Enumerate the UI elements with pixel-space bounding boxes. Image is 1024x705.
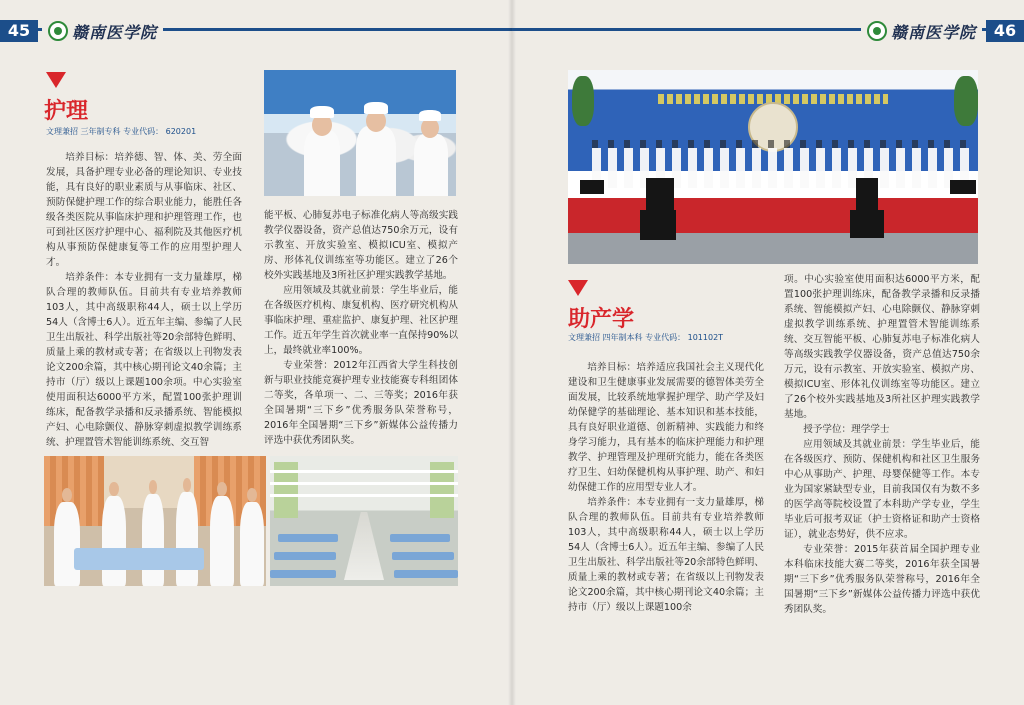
school-logo-icon	[867, 21, 887, 41]
school-name: 赣南医学院	[890, 22, 976, 42]
page-right	[512, 0, 1024, 705]
paragraph: 培养条件：本专业拥有一支力量雄厚，梯队合理的教师队伍。目前共有专业培养教师103人，其中高级职称44人，硕士以上学历54人（含博士6人）。近五年主编、参编了人民卫生出版社、科学出版社等20余部特色鲜明、质量上乘的教材或专著；在省级以上刊物发表论文200余篇，其中核心期刊论文40余篇；主持市（厅）级以上课题100余项。中心实验室使用面积达6000平方米，配置100张护理训练床，配备教学录播和反录播系统、智能模拟产妇、心电除颤仪、静脉穿刺虚拟教学训练系统、护理置管术智能训练系统、交互智	[46, 272, 242, 448]
photo-training-ward	[270, 456, 458, 586]
school-brand	[861, 19, 982, 43]
section-marker-icon	[568, 280, 588, 296]
text-column-1	[46, 150, 242, 450]
section-marker-icon	[46, 72, 66, 88]
paragraph: 专业荣誉：2012年江西省大学生科技创新与职业技能竞赛护理专业技能赛专科组团体二等奖，各单项一、二、三等奖；2016年获全国暑期“三下乡”优秀服务队荣誉称号，2016年全国暑期“三下乡”新媒体公益传播力评选中获优秀团队奖。	[264, 360, 458, 446]
paragraph: 项。中心实验室使用面积达6000平方米，配置100张护理训练床，配备教学录播和反录播系统、智能模拟产妇、心电除颤仪、静脉穿刺虚拟教学训练系统、护理置管术智能训练系统、交互智能平板、心肺复苏电子标准化病人等高级实践教学仪器设备，资产总值达750余万元，设有示教室、开放实验室、模拟产房、模拟ICU室、形体礼仪训练室等功能区。建立了26个校外实践基地及3所社区护理实践教学基地。	[784, 274, 980, 420]
photo-stage-performance	[568, 70, 978, 264]
paragraph: 培养目标：培养适应我国社会主义现代化建设和卫生健康事业发展需要的德智体美劳全面发展，比较系统地掌握护理学、助产学及妇幼保健学的基础理论、基本知识和基本技能，具有良好职业道德、创新精神、实践能力和终身学习能力，具有基本的临床护理能力和护理教学、护理管理及护理研究能力，能在各类医疗卫生、妇幼保健机构从事护理、助产、和妇幼保健工作的应用型专业人才。	[568, 362, 764, 493]
school-name: 赣南医学院	[72, 22, 158, 42]
paragraph: 能平板、心肺复苏电子标准化病人等高级实践教学仪器设备，资产总值达750余万元，设有示教室、开放实验室、模拟ICU室、模拟产房、形体礼仪训练室等功能区。建立了26个校外实践基地及3所社区护理实践教学基地。	[264, 210, 458, 281]
paragraph: 应用领域及其就业前景：学生毕业后，能在各级医疗、预防、保健机构和社区卫生服务中心从事助产、护理、母婴保健等工作。本专业为国家紧缺型专业，目前我国仅有为数不多的医学高等院校设置了本科助产学专业，学生毕业后可报考双证（护士资格证和助产士资格证），就业态势好，供不应求。	[784, 439, 980, 540]
section-subtitle: 文理兼招 三年制专科 专业代码： 620201	[46, 127, 197, 136]
school-logo-icon	[48, 21, 68, 41]
paragraph: 应用领域及其就业前景：学生毕业后，能在各级医疗机构、康复机构、医疗研究机构从事临床护理、重症监护、康复护理、社区护理工作。近五年学生首次就业率一直保持90%以上，最终就业率100%。	[264, 285, 459, 356]
school-brand	[42, 19, 163, 43]
paragraph: 培养条件：本专业拥有一支力量雄厚，梯队合理的教师队伍。目前共有专业培养教师103人，其中高级职称44人，硕士以上学历54人（含博士6人）。近五年主编、参编了人民卫生出版社、科学出版社等20余部特色鲜明、质量上乘的教材或专著；在省级以上刊物发表论文200余篇，其中核心期刊论文40余篇；主持市（厅）级以上课题100余	[568, 497, 764, 613]
page-number: 46	[986, 20, 1024, 42]
text-column-2	[784, 272, 980, 617]
paragraph: 专业荣誉：2015年获首届全国护理专业本科临床技能大赛二等奖，2016年获全国暑期“三下乡”优秀服务队荣誉称号，2016年全国暑期“三下乡”新媒体公益传播力评选中获优秀团队奖。	[784, 544, 980, 615]
photo-nursing-practice	[44, 456, 266, 586]
paragraph: 培养目标：培养德、智、体、美、劳全面发展，具备护理专业必备的理论知识、专业技能，具有良好的职业素质与从事临床、社区、预防保健护理工作的综合职业能力，能胜任各级各类医院从事临床护理和护理管理工作，也可到社区医疗护理中心、福利院及其他医疗机构从事预防保健康复等工作的应用型护理人才。	[46, 152, 242, 268]
section-subtitle: 文理兼招 四年制本科 专业代码： 101102T	[568, 333, 724, 342]
paragraph: 授予学位：理学学士	[803, 424, 890, 435]
section-title: 助产学	[568, 306, 635, 332]
text-column-2	[264, 208, 458, 448]
photo-capping-ceremony	[264, 70, 456, 196]
section-title: 护理	[44, 98, 89, 124]
text-column-1	[568, 360, 764, 615]
page-number: 45	[0, 20, 38, 42]
